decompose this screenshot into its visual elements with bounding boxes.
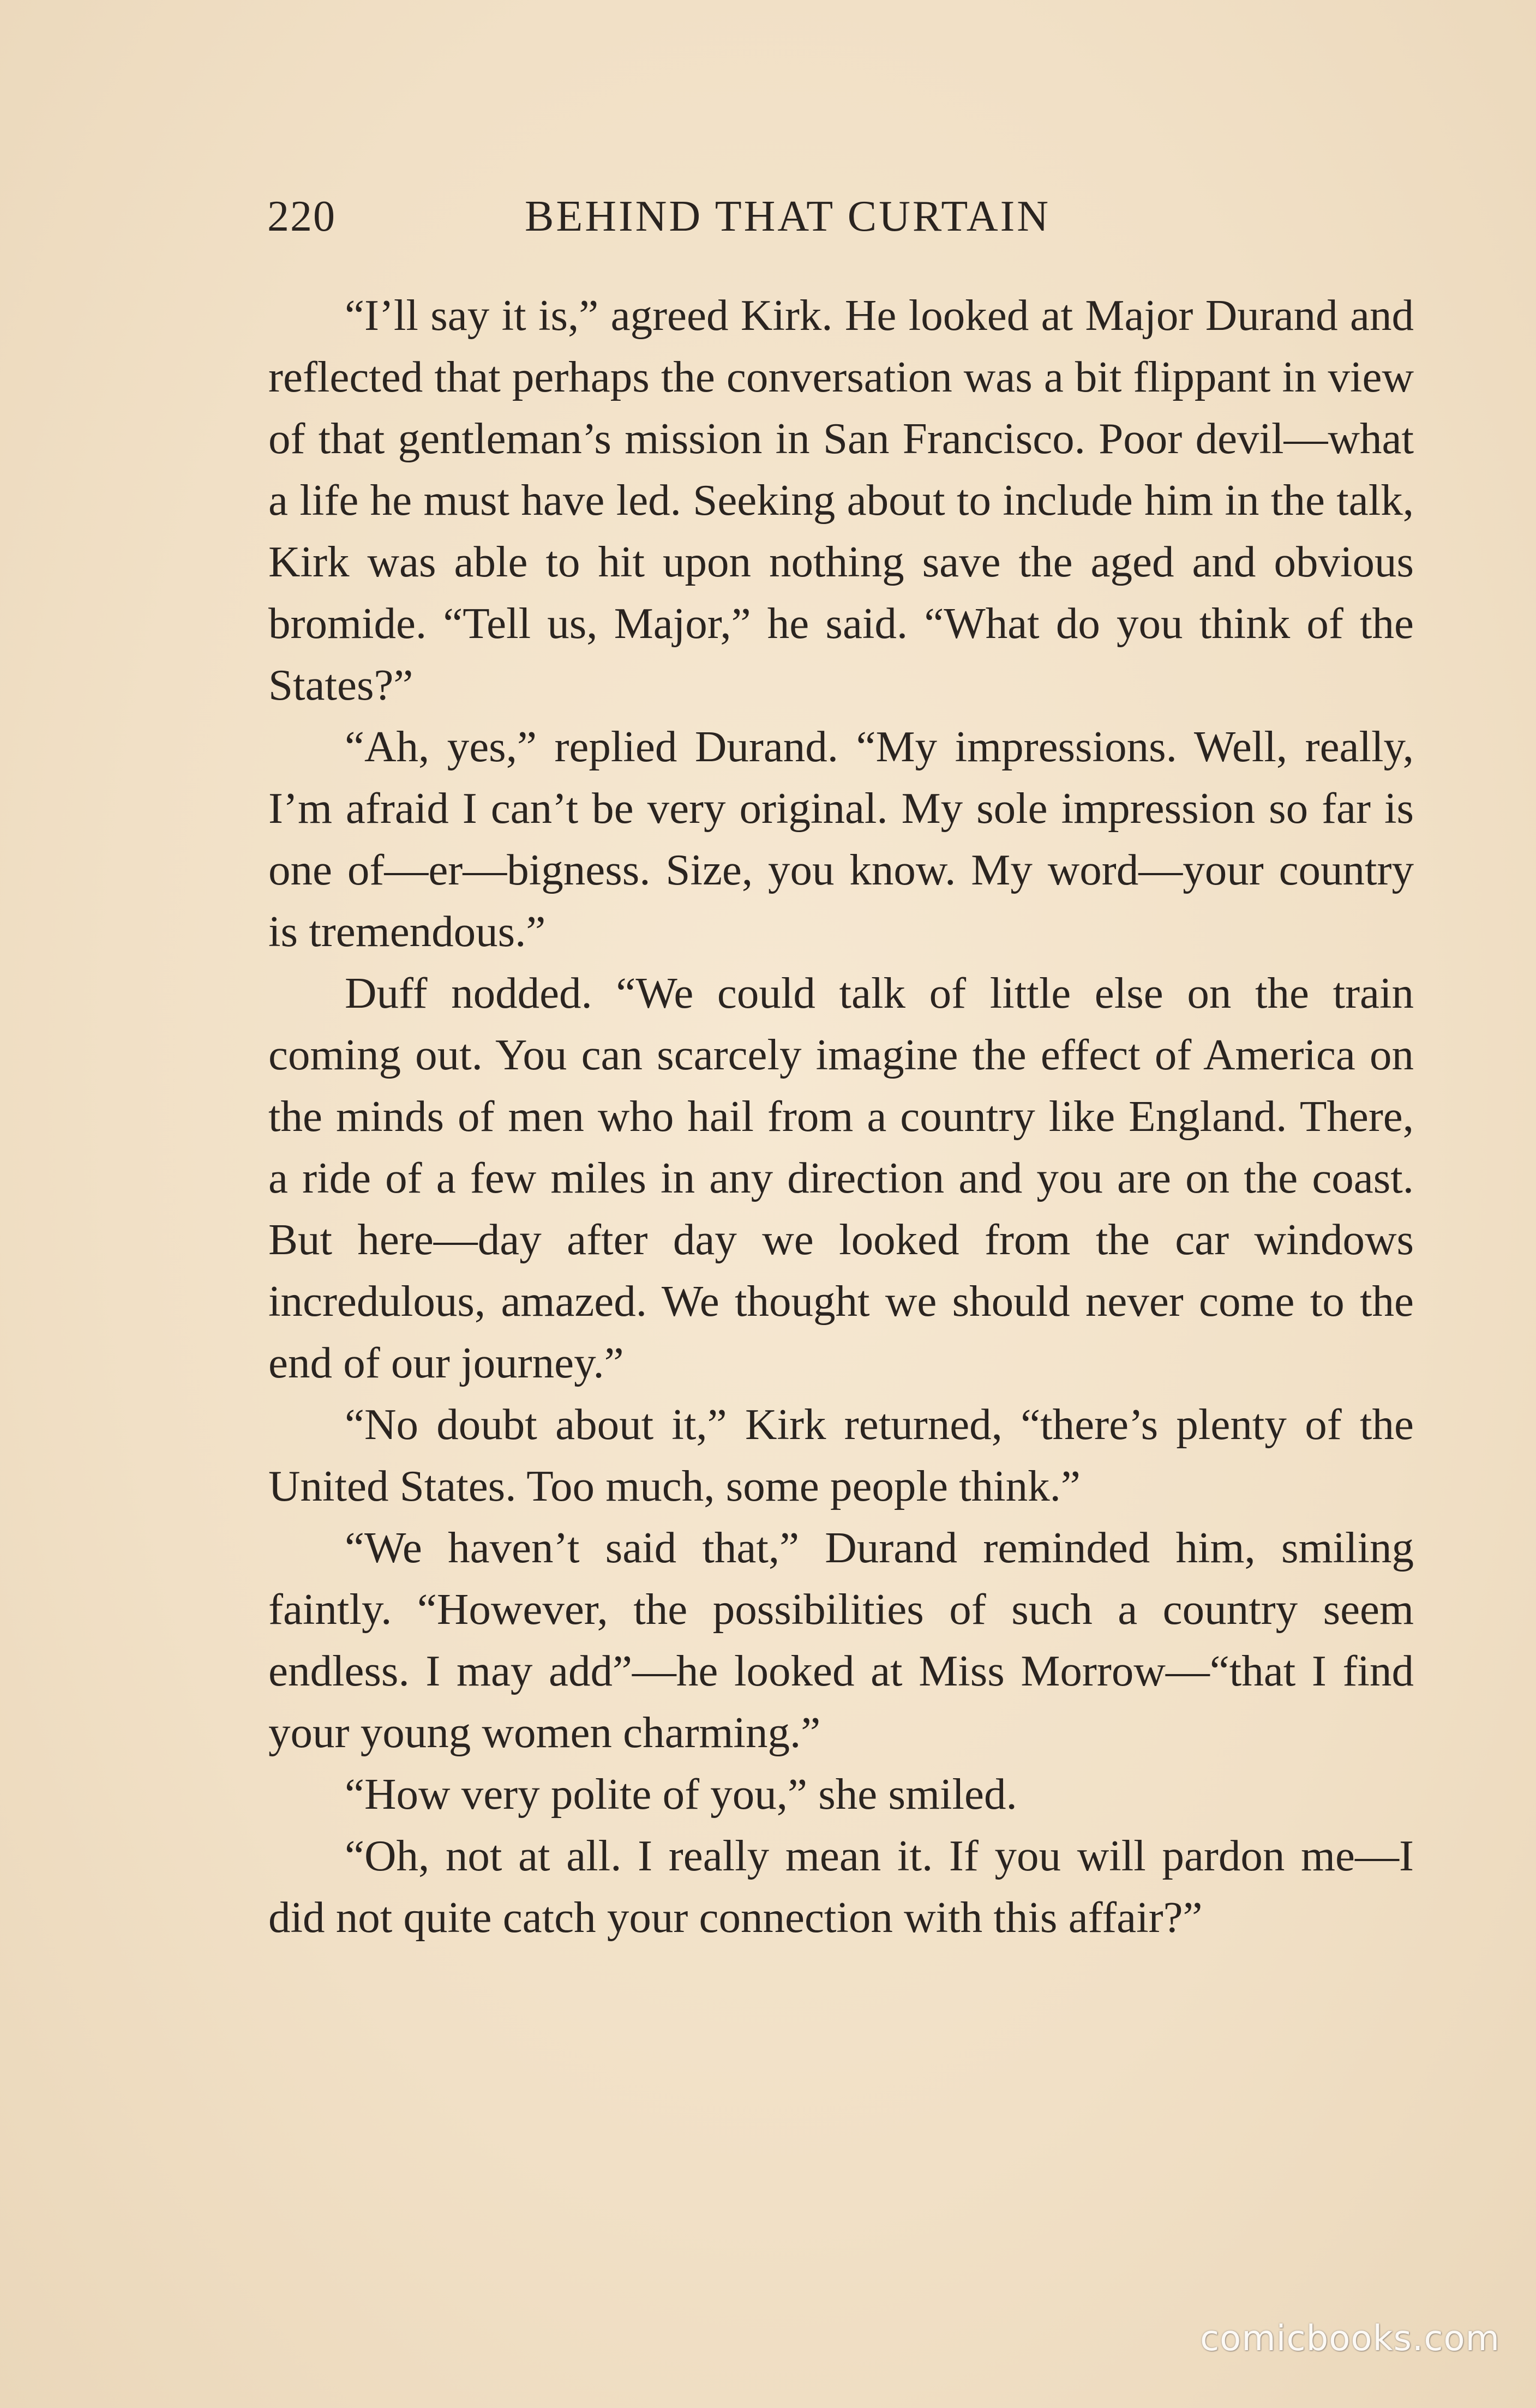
page-header xyxy=(267,192,1140,246)
paragraph: “How very polite of you,” she smiled. xyxy=(345,1769,1017,1819)
watermark: comicbooks.com xyxy=(1199,2319,1500,2359)
page-number: 220 xyxy=(267,192,336,240)
paragraph: “I’ll say it is,” agreed Kirk. He looked at Major Durand and reflected that perhaps the conversation was a bit flippant in view of that gentleman’s mission in San Francisco. Poor devil—what a life he must have led. Seeking about to include him in the talk, Kirk was able to hit upon nothing save the aged and obvious bromide. “Tell us, Major,” he said. “What do you think of the States?” xyxy=(268,291,1414,709)
paragraph: “We haven’t said that,” Durand reminded him, smiling faintly. “However, the possibilities of such a country seem endless. I may add”—he looked at Miss Morrow—“that I find your young women charming.” xyxy=(268,1523,1414,1757)
paragraph: “Oh, not at all. I really mean it. If you will pardon me—I did not quite catch your connection with this affair?” xyxy=(268,1831,1414,1942)
body-text xyxy=(268,285,1414,1948)
paragraph: “Ah, yes,” replied Durand. “My impressions. Well, really, I’m afraid I can’t be very original. My sole impression so far is one of—er—bigness. Size, you know. My word—your country is tremendous.” xyxy=(268,722,1414,956)
running-title: BEHIND THAT CURTAIN xyxy=(525,192,1051,240)
paragraph: “No doubt about it,” Kirk returned, “there’s plenty of the United States. Too much, some people think.” xyxy=(268,1400,1414,1510)
paragraph: Duff nodded. “We could talk of little else on the train coming out. You can scarcely imagine the effect of America on the minds of men who hail from a country like England. There, a ride of a few miles in any direction and you are on the coast. But here—day after day we looked from the car windows incredulous, amazed. We thought we should never come to the end of our journey.” xyxy=(268,968,1414,1387)
